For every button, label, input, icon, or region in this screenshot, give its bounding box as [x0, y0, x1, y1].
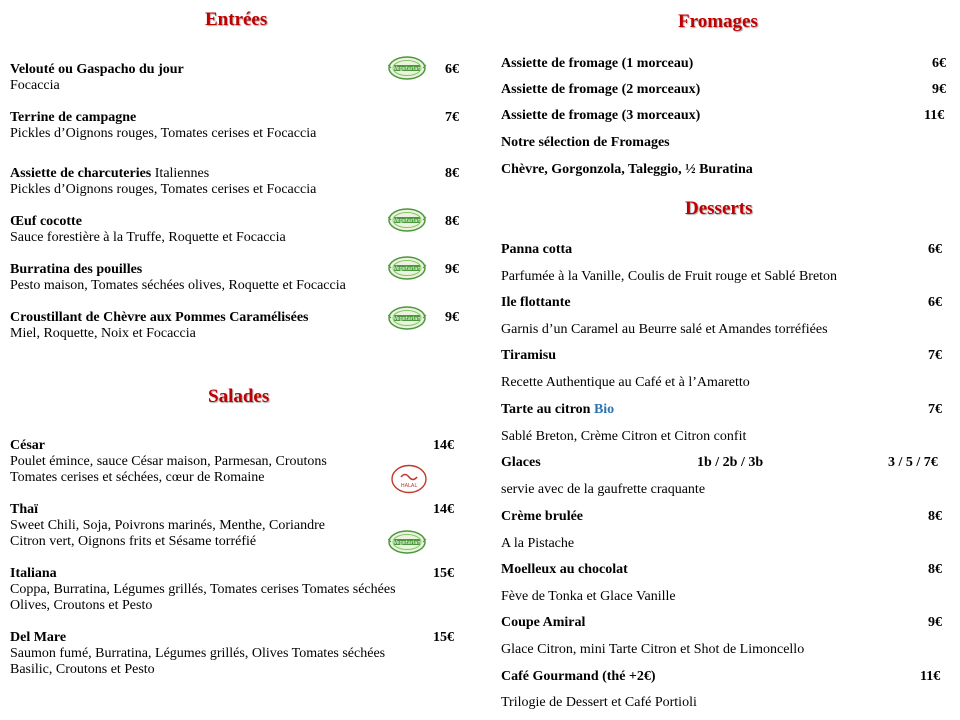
item-description: Citron vert, Oignons frits et Sésame torréfié [10, 534, 257, 549]
item-price: 8€ [928, 509, 942, 524]
item-price: 14€ [433, 502, 454, 517]
item-description: Basilic, Croutons et Pesto [10, 662, 155, 677]
item-description: Recette Authentique au Café et à l’Amaretto [501, 375, 750, 390]
item-name: Velouté ou Gaspacho du jour [10, 62, 184, 77]
item-description: Miel, Roquette, Noix et Focaccia [10, 326, 196, 341]
item-name: Tiramisu [501, 348, 556, 363]
item-name: Del Mare [10, 630, 67, 645]
halal-badge-icon [390, 464, 428, 494]
svg-text:HALAL: HALAL [400, 483, 418, 489]
item-name: Croustillant de Chèvre aux Pommes Caramélisées [10, 310, 309, 325]
item-name: Coupe Amiral [501, 615, 586, 630]
item-name: César [10, 438, 45, 453]
item-price: 7€ [928, 402, 942, 417]
item-price: 6€ [445, 62, 459, 77]
item-name: Café Gourmand (thé +2€) [501, 669, 656, 684]
item-name: Tarte au citron Bio [501, 402, 615, 417]
item-name: Assiette de charcuteries Italiennes [10, 166, 210, 181]
desserts-heading: Desserts [685, 198, 753, 219]
vegetarian-badge-icon [388, 56, 428, 81]
bio-label: Bio [593, 402, 615, 417]
item-description: Sablé Breton, Crème Citron et Citron confit [501, 429, 747, 444]
svg-text:Vegetarian: Vegetarian [393, 266, 421, 272]
vegetarian-badge-icon [388, 530, 428, 555]
item-price: 9€ [445, 310, 459, 325]
item-price: 11€ [920, 669, 941, 684]
item-price: 9€ [445, 262, 459, 277]
fromage-item-price: 11€ [924, 108, 945, 123]
item-price: 7€ [445, 110, 459, 125]
item-name: Panna cotta [501, 242, 573, 257]
item-description: Saumon fumé, Burratina, Légumes grillés, Olives Tomates séchées [10, 646, 386, 661]
item-price: 8€ [445, 166, 459, 181]
svg-text:Vegetarian: Vegetarian [393, 218, 421, 224]
fromage-item-price: 6€ [932, 56, 946, 71]
item-price: 9€ [928, 615, 942, 630]
vegetarian-badge-icon [388, 306, 428, 331]
item-description: Sauce forestière à la Truffe, Roquette et Focaccia [10, 230, 286, 245]
fromage-selection-list: Chèvre, Gorgonzola, Taleggio, ½ Buratina [501, 162, 753, 177]
item-description: Garnis d’un Caramel au Beurre salé et Amandes torréfiées [501, 322, 828, 337]
item-description: Glace Citron, mini Tarte Citron et Shot de Limoncello [501, 642, 805, 657]
item-price: 8€ [445, 214, 459, 229]
item-price: 6€ [928, 295, 942, 310]
item-name: Thaï [10, 502, 39, 517]
item-description: Trilogie de Dessert et Café Portioli [501, 695, 697, 710]
fromage-selection-title: Notre sélection de Fromages [501, 135, 670, 150]
item-name: Crème brulée [501, 509, 584, 524]
item-description: Fève de Tonka et Glace Vanille [501, 589, 676, 604]
svg-text:Vegetarian: Vegetarian [393, 540, 421, 546]
item-name: Œuf cocotte [10, 214, 82, 229]
entrees-heading: Entrées [205, 9, 268, 30]
fromage-item-price: 9€ [932, 82, 946, 97]
item-description: servie avec de la gaufrette craquante [501, 482, 706, 497]
vegetarian-badge-icon [388, 256, 428, 281]
item-price: 15€ [433, 630, 454, 645]
item-name: Ile flottante [501, 295, 571, 310]
svg-text:Vegetarian: Vegetarian [393, 66, 421, 72]
item-name: Italiana [10, 566, 57, 581]
fromage-item-name: Assiette de fromage (2 morceaux) [501, 82, 701, 97]
item-description: Pesto maison, Tomates séchées olives, Roquette et Focaccia [10, 278, 346, 293]
item-description: Tomates cerises et séchées, cœur de Romaine [10, 470, 265, 485]
item-description: Pickles d’Oignons rouges, Tomates cerises et Focaccia [10, 126, 317, 141]
item-description: Olives, Croutons et Pesto [10, 598, 153, 613]
item-price: 7€ [928, 348, 942, 363]
item-price: 6€ [928, 242, 942, 257]
item-name: Glaces [501, 455, 541, 470]
item-description: Poulet émince, sauce César maison, Parmesan, Croutons [10, 454, 327, 469]
item-description: A la Pistache [501, 536, 575, 551]
item-description: Coppa, Burratina, Légumes grillés, Tomates cerises Tomates séchées [10, 582, 396, 597]
fromage-item-name: Assiette de fromage (3 morceaux) [501, 108, 701, 123]
item-description: Focaccia [10, 78, 60, 93]
item-description: Parfumée à la Vanille, Coulis de Fruit rouge et Sablé Breton [501, 269, 838, 284]
item-description: Sweet Chili, Soja, Poivrons marinés, Menthe, Coriandre [10, 518, 325, 533]
vegetarian-badge-icon [388, 208, 428, 233]
item-price: 8€ [928, 562, 942, 577]
salades-heading: Salades [208, 386, 270, 407]
fromage-item-name: Assiette de fromage (1 morceau) [501, 56, 694, 71]
item-price: 14€ [433, 438, 454, 453]
item-name: Moelleux au chocolat [501, 562, 628, 577]
svg-text:Vegetarian: Vegetarian [393, 316, 421, 322]
item-description: Pickles d’Oignons rouges, Tomates cerises et Focaccia [10, 182, 317, 197]
item-price: 3 / 5 / 7€ [888, 455, 938, 470]
item-sizes: 1b / 2b / 3b [697, 455, 764, 470]
fromages-heading: Fromages [678, 11, 758, 32]
item-name: Terrine de campagne [10, 110, 137, 125]
item-name: Burratina des pouilles [10, 262, 143, 277]
item-price: 15€ [433, 566, 454, 581]
